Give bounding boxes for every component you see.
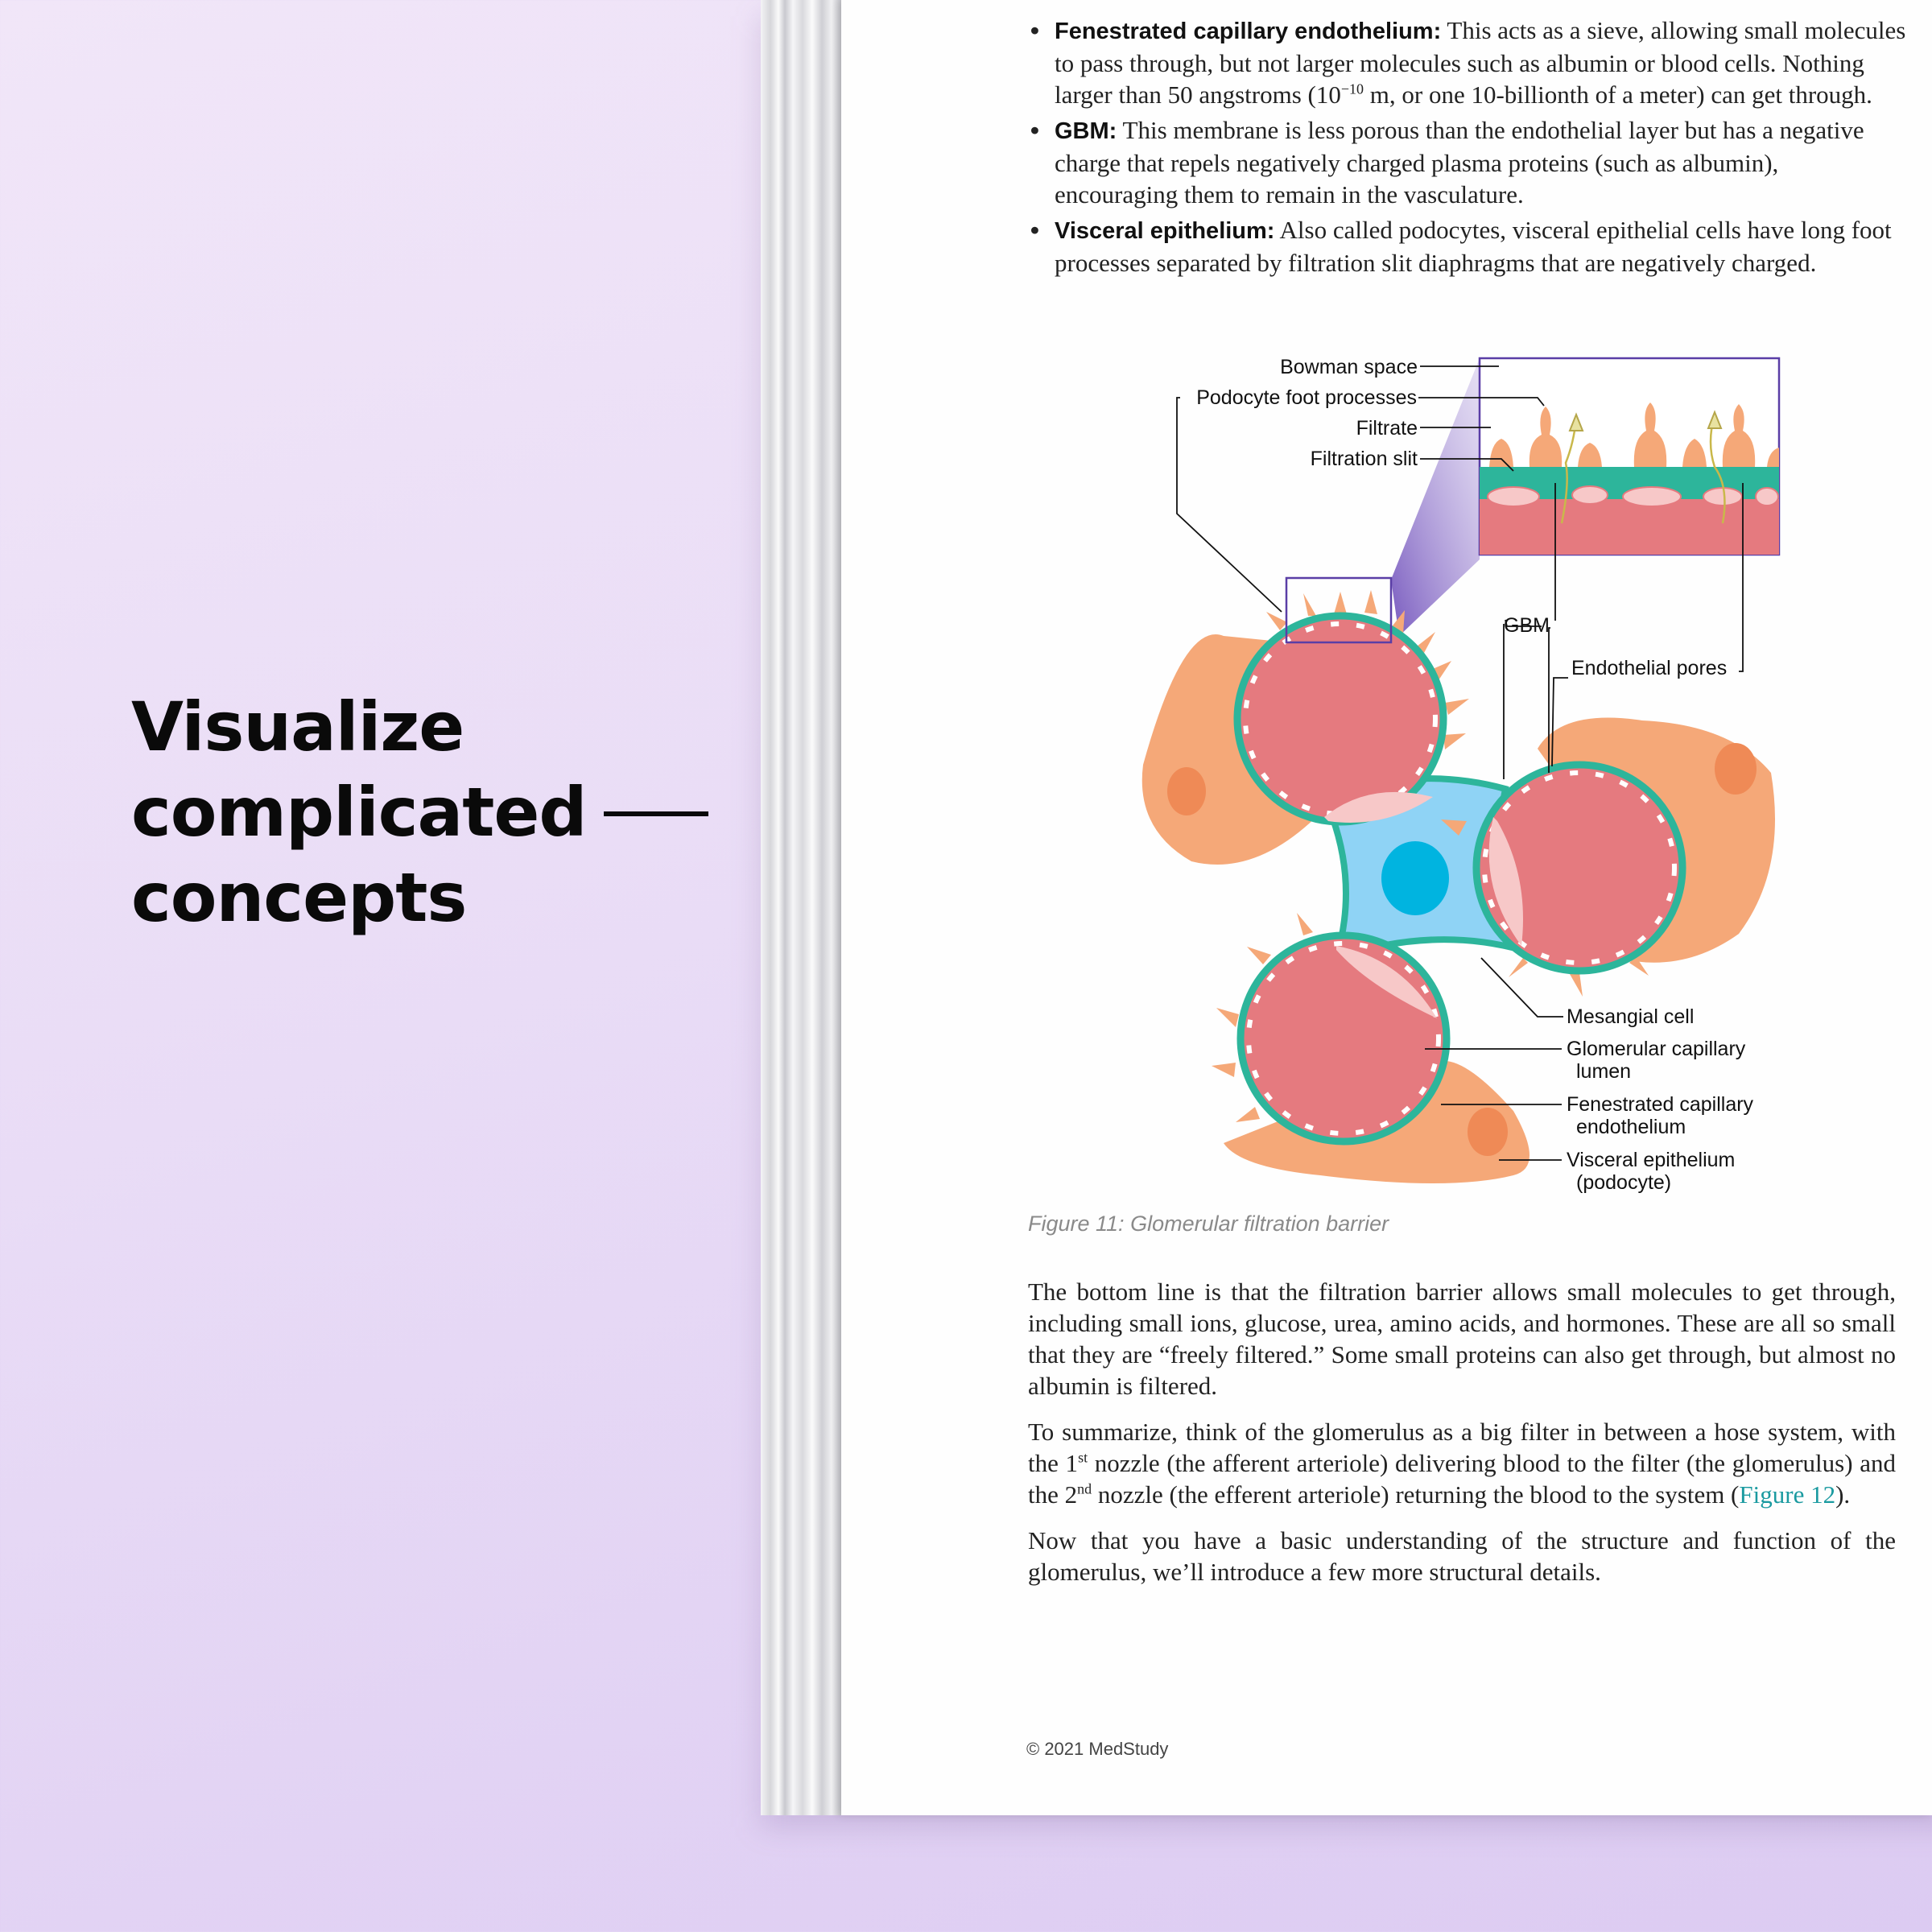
mesangial-nucleus (1381, 841, 1449, 915)
paragraph-summary (1028, 1416, 1896, 1510)
headline-line-1: Visualize (131, 687, 464, 766)
label-visceral-2: (podocyte) (1576, 1171, 1672, 1194)
figure-caption: Figure 11: Glomerular filtration barrier (1028, 1212, 1389, 1236)
body-text (1028, 1276, 1896, 1602)
bullet-dot: • (1030, 16, 1039, 44)
bullet-text-end: m, or one 10-billionth of a meter) can get through. (1364, 80, 1872, 109)
label-bowman-space: Bowman space (1280, 356, 1418, 378)
paragraph-summary-d: ). (1835, 1480, 1851, 1509)
bullet-dot: • (1030, 116, 1039, 144)
label-visceral: Visceral epithelium (1567, 1149, 1736, 1171)
headline-line-2 (131, 770, 711, 855)
label-mesangial-cell: Mesangial cell (1567, 1005, 1695, 1028)
copyright: © 2021 MedStudy (1026, 1739, 1169, 1759)
paragraph-summary-a: To summarize, think of the glomerulus as a big filter in between a hose system, with the 1 (1028, 1418, 1896, 1477)
label-capillary-lumen-2: lumen (1576, 1060, 1632, 1083)
bullet-term: GBM: (1055, 118, 1117, 144)
paragraph-bottom-line: The bottom line is that the filtration barrier allows small molecules to get through, including small ions, glucose, urea, amino acids, and hormones. These are all so small that they are “freely filtered.” Some small proteins can also get through, but almost no albumin is filtered. (1028, 1278, 1896, 1400)
bullet-text: Also called podocytes, visceral epithelial cells have long foot processes separated by filtration slit diaphragms that are negatively charged. (1055, 216, 1892, 277)
headline-dash (604, 811, 708, 816)
paragraph-summary-b: nozzle (the afferent arteriole) delivering blood to the filter (the glomerulus) and the 2 (1028, 1449, 1896, 1509)
headline-line-2-text: complicated (131, 773, 587, 852)
glomerular-filtration-diagram (841, 0, 1932, 1256)
bullet-exponent: −10 (1340, 80, 1364, 97)
ordinal-nd: nd (1077, 1480, 1092, 1497)
label-fenestrated-2: endothelium (1576, 1116, 1686, 1138)
bullet-term: Visceral epithelium: (1055, 218, 1275, 244)
label-gbm: GBM (1504, 614, 1550, 637)
label-filtrate: Filtrate (1356, 417, 1418, 440)
headline (131, 684, 711, 940)
book-page-edges (761, 0, 841, 1815)
label-filtration-slit: Filtration slit (1310, 448, 1418, 470)
headline-line-3: concepts (131, 858, 467, 937)
bullet-text: This membrane is less porous than the endothelial layer but has a negative charge that repels negatively charged plasma proteins (such as albumin), encouraging them to remain in the vasculature. (1055, 116, 1864, 208)
bullet-text: This acts as a sieve, allowing small molecules to pass through, but not larger molecules such as albumin or blood cells. Nothing larger than 50 angstroms (10 (1055, 16, 1906, 109)
label-podocyte-foot-processes: Podocyte foot processes (1196, 386, 1417, 409)
inset-magnified-barrier (1480, 358, 1779, 555)
paragraph-structure: Now that you have a basic understanding of the structure and function of the glomerulus, we’ll introduce a few more structural details. (1028, 1526, 1896, 1586)
label-fenestrated: Fenestrated capillary (1567, 1093, 1754, 1116)
label-endothelial-pores: Endothelial pores (1571, 657, 1728, 679)
figure-12-link[interactable]: Figure 12 (1739, 1480, 1836, 1509)
label-capillary-lumen: Glomerular capillary (1567, 1038, 1746, 1060)
paragraph-summary-c: nozzle (the efferent arteriole) returning the blood to the system ( (1092, 1480, 1740, 1509)
ordinal-st: st (1078, 1449, 1088, 1466)
bullet-term: Fenestrated capillary endothelium: (1055, 19, 1442, 44)
bullet-dot: • (1030, 216, 1039, 244)
